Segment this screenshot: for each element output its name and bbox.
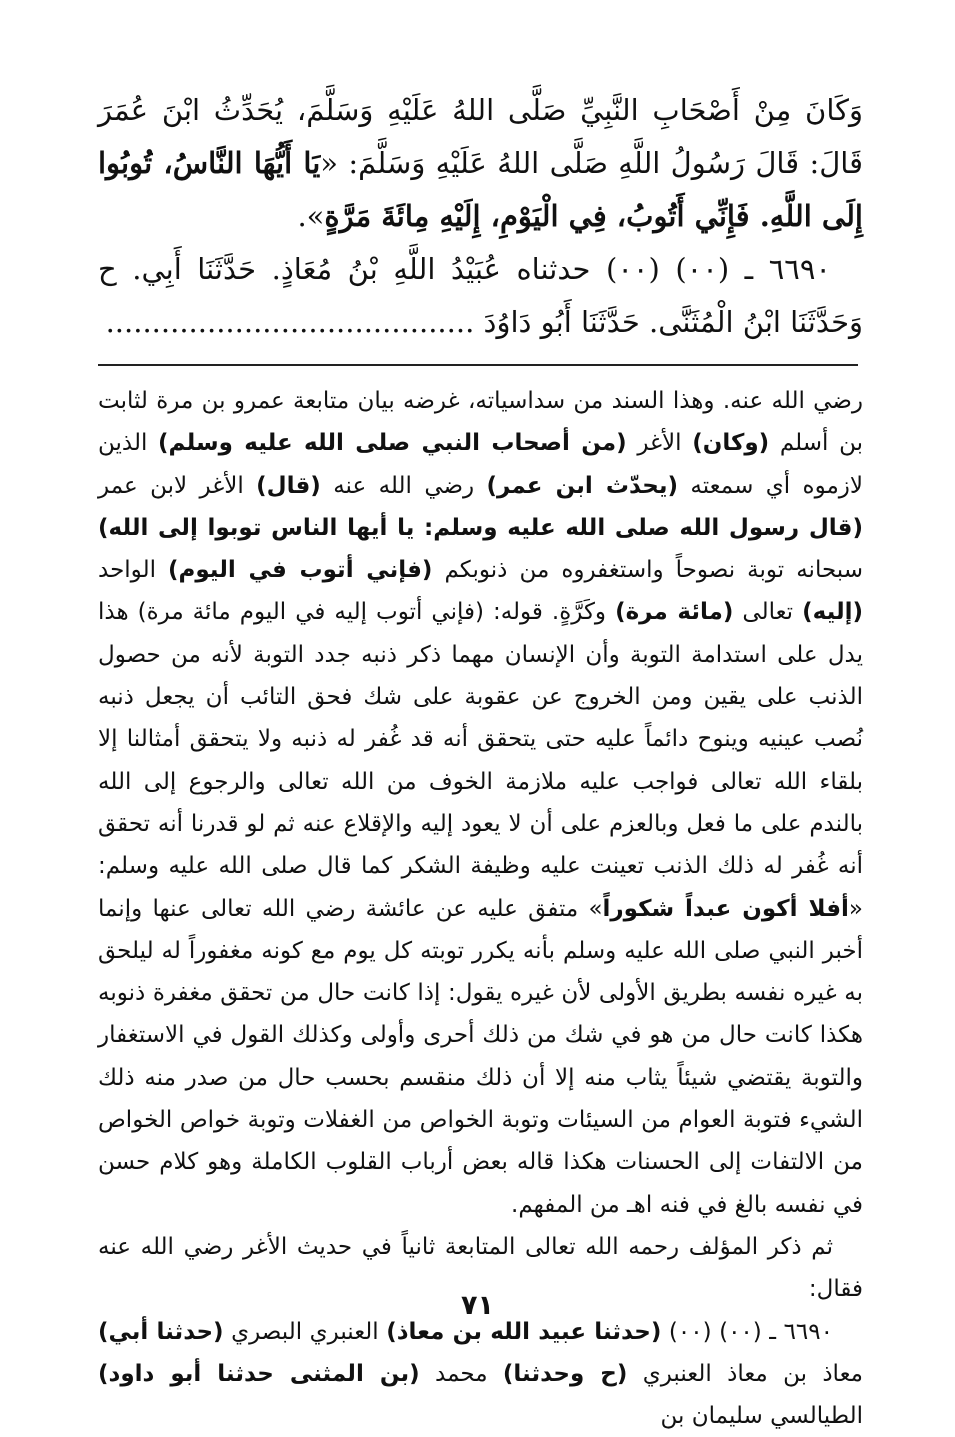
commentary-text: رضي الله عنه. وهذا السند من سداسياته، غرضه بيان متابعة عمرو بن مرة لثابت بن أسلم: [98, 388, 863, 457]
commentary-text: الذين لازموه أي سمعته: [98, 430, 863, 499]
hadith-matn: يَا أَيُّهَا النَّاسُ، تُوبُوا إِلَى اللَّهِ. فَإِنِّي أَتُوبُ، فِي الْيَوْمِ، إِلَيْهِ مِائَةَ مَرَّةٍ: [98, 146, 863, 233]
commentary-paragraph-2: ثم ذكر المؤلف رحمه الله تعالى المتابعة ثانياً في حديث الأغر رضي الله عنه فقال:: [98, 1233, 863, 1303]
commentary-quote: (قال رسول الله صلى الله عليه وسلم: يا أيها الناس توبوا إلى الله): [98, 514, 863, 541]
hadith-chain-text: وَكَانَ مِنْ أَصْحَابِ النَّبِيِّ صَلَّى اللهُ عَلَيْهِ وَسَلَّمَ، يُحَدِّثُ ابْنَ عُمَرَ قَالَ: قَالَ رَسُولُ اللَّهِ صَلَّى اللهُ عَلَيْهِ وَسَلَّمَ: «: [98, 93, 863, 180]
commentary-text: الواحد: [98, 557, 169, 584]
commentary-quote: (إليه): [802, 599, 863, 626]
hadith-number: ٦٦٩٠ ـ (٠٠) (٠٠): [661, 1318, 833, 1345]
commentary-quote: (بن المثنى حدثنا أبو داود): [98, 1360, 420, 1387]
hadith-closing-quote: ».: [297, 199, 325, 233]
commentary-quote: (مائة مرة): [615, 599, 734, 626]
hadith-text: [98, 84, 863, 349]
page-number: ٧١: [461, 1290, 494, 1321]
commentary-quote: (حدثنا عبيد الله بن معاذ): [386, 1318, 662, 1345]
commentary-quote: (ح وحدثنا): [502, 1360, 628, 1387]
commentary-paragraph-1: [98, 380, 863, 1226]
commentary-text: سبحانه توبة نصوحاً واستغفروه من ذنوبكم: [432, 557, 864, 584]
commentary-text: رضي الله عنه: [320, 472, 487, 499]
commentary-text: الطيالسي سليمان بن: [660, 1403, 863, 1430]
commentary-quote: (فإني أتوب في اليوم): [168, 557, 433, 584]
commentary-text: وكَرَّةٍ. قوله: (فإني أتوب إليه في اليوم مائة مرة) هذا يدل على استدامة التوبة وأن الإنسان مهما ذكر ذنبه جدد التوبة لأنه من حصول الذنب على يقين ومن الخروج عن عقوبة على شك فحق التائب أن يجعل ذنبه نُصب عينيه وينوح دائماً عليه حتى يتحقق أنه قد غُفر له ذنبه ولا يتحقق أمثالنا إلا بلقاء الله تعالى فواجب عليه ملازمة الخوف من الله تعالى والرجوع إلى الله بالندم على ما فعل وبالعزم على أن لا يعود إليه والإقلاع عنه ثم لو قدرنا أنه تحقق أنه غُفر له ذلك الذنب تعينت عليه وظيفة الشكر كما قال صلى الله عليه وسلم: «: [98, 599, 863, 922]
hadith-paragraph: [98, 84, 863, 243]
commentary-paragraph-3: [98, 1311, 863, 1437]
commentary-text: محمد: [419, 1360, 503, 1387]
commentary-quote: (من أصحاب النبي صلى الله عليه وسلم): [158, 430, 627, 457]
commentary-quote: (حدثنا أبي): [98, 1318, 224, 1345]
commentary-text: العنبري البصري: [223, 1318, 387, 1345]
commentary: [98, 380, 863, 1437]
commentary-quote: أفلا أكون عبداً شكوراً: [602, 895, 849, 922]
commentary-quote: (يحدّث ابن عمر): [486, 472, 679, 499]
commentary-text: الأغر: [626, 430, 693, 457]
commentary-text: » متفق عليه عن عائشة رضي الله تعالى عنها وإنما أخبر النبي صلى الله عليه وسلم بأنه يكرر توبته كل يوم مع كونه مغفوراً له ليلحق به غيره نفسه بطريق الأولى لأن غيره يقول: إذا كانت حال من تحقق مغفرة ذنوبه هكذا كانت حال من هو في شك من ذلك أحرى وأولى وكذلك القول في الاستغفار والتوبة يقتضي شيئاً يثاب منه إلا أن ذلك منقسم بحسب حال من صدر منه ذلك الشيء فتوبة العوام من السيئات وتوبة الخواص من الغفلات وتوبة خواص الخواص من الالتفات إلى الحسنات هكذا قاله بعض أرباب القلوب الكاملة وهو كلام حسن في نفسه بالغ في فنه اهـ من المفهم.: [98, 895, 863, 1218]
commentary-text: تعالى: [733, 599, 803, 626]
hadith-chain-2: ٦٦٩٠ ـ (٠٠) (٠٠) حدثناه عُبَيْدُ اللَّهِ بْنُ مُعَاذٍ. حَدَّثَنَا أَبِي. ح وَحَدَّثَنَا ابْنُ الْمُثَنَّى. حَدَّثَنَا أَبُو دَاوُدَ: [98, 252, 863, 339]
commentary-quote: (قال): [256, 472, 321, 499]
commentary-text: معاذ بن معاذ العنبري: [627, 1360, 863, 1387]
footnote-divider: [98, 364, 858, 366]
hadith-chain-paragraph: [98, 243, 863, 349]
commentary-quote: (وكان): [692, 430, 770, 457]
ellipsis-dots: ........................................: [105, 305, 475, 339]
commentary-text: الأغر لابن عمر: [98, 472, 257, 499]
